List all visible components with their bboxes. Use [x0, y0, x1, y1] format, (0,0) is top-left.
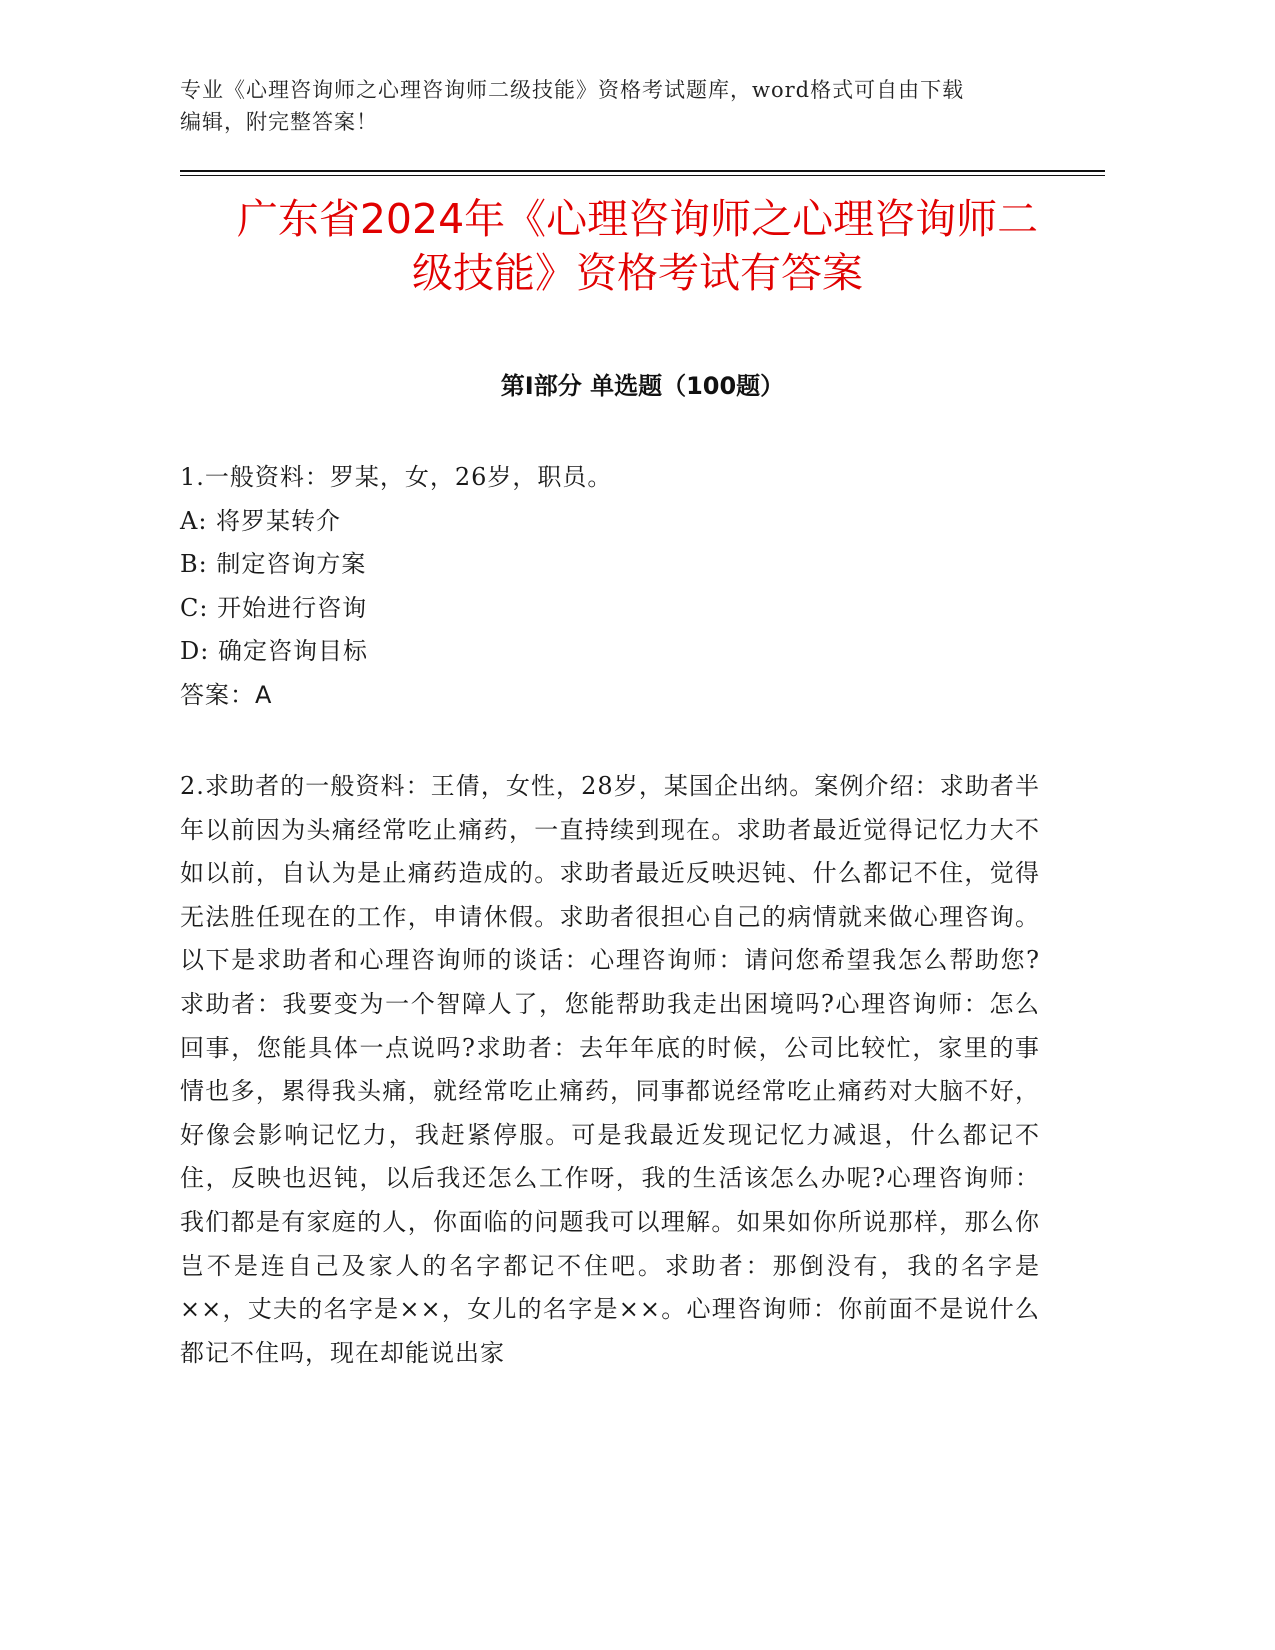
header-note-line-1: 专业《心理咨询师之心理咨询师二级技能》资格考试题库，word格式可自由下载 — [180, 78, 965, 102]
option-c: C: 开始进行咨询 — [180, 593, 368, 622]
header-note — [180, 74, 1080, 138]
header-note-line-2: 编辑，附完整答案！ — [180, 110, 378, 134]
question-stem: 1.一般资料：罗某，女，26岁，职员。 — [180, 463, 613, 491]
question-1 — [180, 456, 1040, 717]
option-a: A: 将罗某转介 — [180, 506, 342, 535]
header-divider-thin — [180, 175, 1105, 176]
option-d: D: 确定咨询目标 — [180, 637, 368, 665]
question-stem: 2.求助者的一般资料：王倩，女性，28岁，某国企出纳。案例介绍：求助者半年以前因为头痛经常吃止痛药，一直持续到现在。求助者最近觉得记忆力大不如以前，自认为是止痛药造成的。求助者最近反映迟钝、什么都记不住，觉得无法胜任现在的工作，申请休假。求助者很担心自己的病情就来做心理咨询。以下是求助者和心理咨询师的谈话：心理咨询师：请问您希望我怎么帮助您?求助者：我要变为一个智障人了，您能帮助我走出困境吗?心理咨询师：怎么回事，您能具体一点说吗?求助者：去年年底的时候，公司比较忙，家里的事情也多，累得我头痛，就经常吃止痛药，同事都说经常吃止痛药对大脑不好，好像会影响记忆力，我赶紧停服。可是我最近发现记忆力减退，什么都记不住，反映也迟钝，以后我还怎么工作呀，我的生活该怎么办呢?心理咨询师：我们都是有家庭的人，你面临的问题我可以理解。如果如你所说那样，那么你岂不是连自己及家人的名字都记不住吧。求助者：那倒没有，我的名字是××，丈夫的名字是××，女儿的名字是××。心理咨询师：你前面不是说什么都记不住吗，现在却能说出家 — [180, 772, 1040, 1367]
document-title-line-1: 广东省2024年《心理咨询师之心理咨询师二 — [236, 195, 1039, 243]
document-title-line-2: 级技能》资格考试有答案 — [412, 249, 863, 297]
option-b: B: 制定咨询方案 — [180, 550, 367, 578]
answer: 答案：A — [180, 680, 273, 709]
header-divider-thick — [180, 170, 1105, 172]
question-2 — [180, 765, 1040, 1375]
section-heading: 第Ⅰ部分 单选题（100题） — [500, 372, 785, 400]
document-title — [170, 192, 1105, 300]
